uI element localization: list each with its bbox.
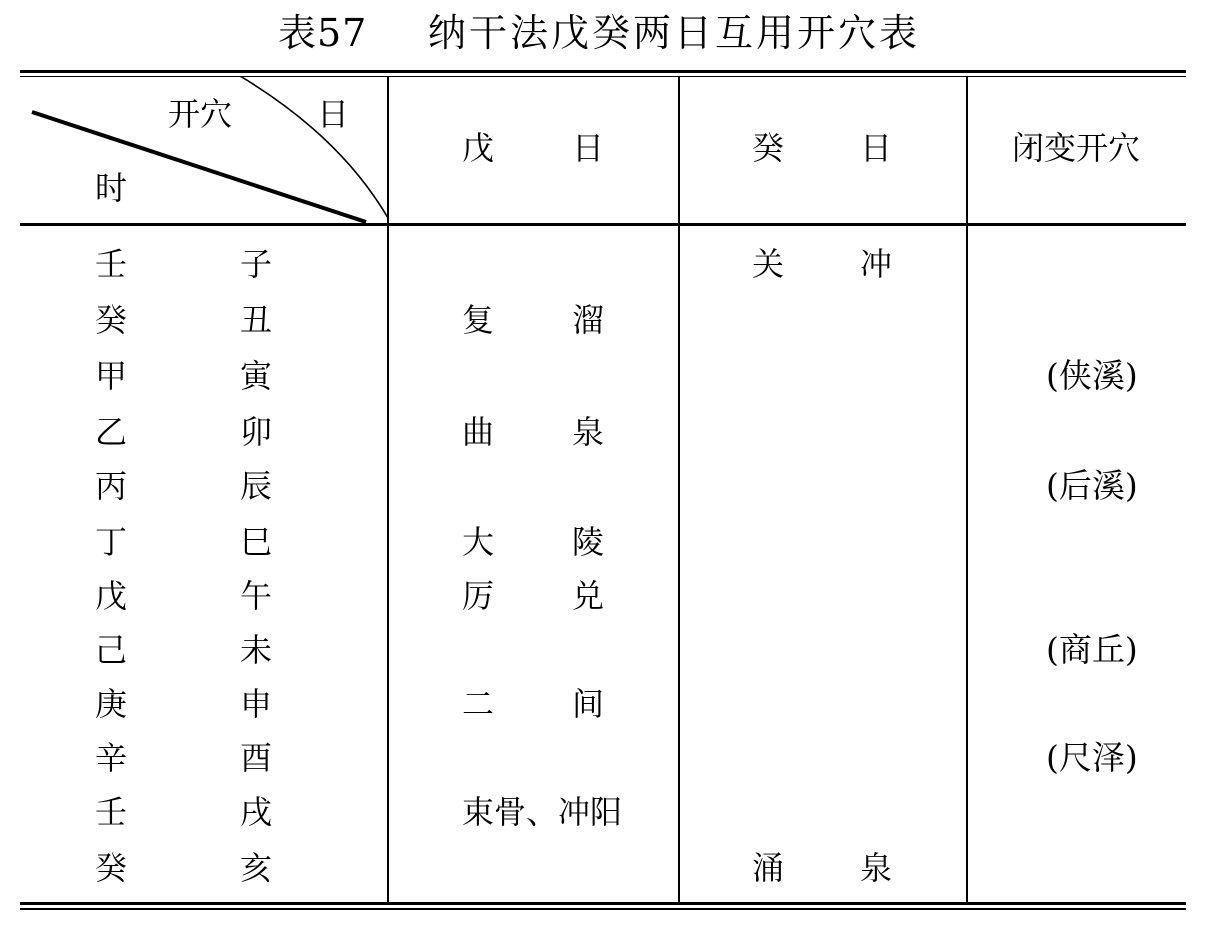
- wu-point-b: 陵: [572, 523, 605, 561]
- row-branch: 戌: [240, 793, 273, 831]
- row-stem: 乙: [95, 413, 128, 451]
- row-branch: 巳: [240, 523, 273, 561]
- closed-point: (尺泽): [1046, 738, 1138, 777]
- header-corner-time: 时: [95, 169, 128, 207]
- row-stem: 戊: [95, 577, 128, 615]
- header-gui-day-label: 日: [860, 129, 893, 167]
- row-stem: 壬: [95, 793, 128, 831]
- gui-point-b: 泉: [860, 849, 893, 887]
- wu-point-a: 二: [462, 685, 495, 723]
- wu-point-b: 间: [572, 685, 605, 723]
- diagonal-curved-line: [240, 76, 388, 218]
- row-stem: 丁: [95, 523, 128, 561]
- gui-point-a: 涌: [752, 849, 785, 887]
- wu-point-a: 厉: [462, 577, 495, 615]
- column-divider-3: [966, 76, 968, 905]
- gui-point-a: 关: [752, 245, 785, 283]
- row-stem: 己: [95, 631, 128, 669]
- row-stem: 壬: [95, 245, 128, 283]
- table-title: 纳干法戊癸两日互用开穴表: [428, 11, 921, 55]
- wu-point-b: 兑: [572, 577, 605, 615]
- row-branch: 辰: [240, 467, 273, 505]
- row-stem: 庚: [95, 685, 128, 723]
- top-rule: [20, 70, 1186, 73]
- header-closed-change-open: 闭变开穴: [1012, 129, 1141, 167]
- closed-point: (后溪): [1046, 466, 1138, 505]
- header-wu-day-label: 日: [572, 129, 605, 167]
- row-branch: 子: [240, 245, 273, 283]
- row-stem: 丙: [95, 467, 128, 505]
- wu-point-b: 泉: [572, 413, 605, 451]
- column-divider-2: [678, 76, 680, 905]
- row-stem: 癸: [95, 301, 128, 339]
- header-wu-day-stem: 戊: [462, 129, 495, 167]
- row-branch: 酉: [240, 739, 273, 777]
- table-number: 表57: [278, 11, 368, 55]
- row-branch: 寅: [240, 357, 273, 395]
- header-gui-day-stem: 癸: [752, 129, 785, 167]
- table-caption: [0, 8, 1211, 58]
- wu-point-b: 溜: [572, 301, 605, 339]
- row-branch: 丑: [240, 301, 273, 339]
- row-stem: 癸: [95, 849, 128, 887]
- row-stem: 甲: [95, 357, 128, 395]
- wu-point-a: 复: [462, 301, 495, 339]
- row-branch: 卯: [240, 413, 273, 451]
- closed-point: (商丘): [1046, 630, 1138, 669]
- wu-point-pair: 束骨、冲阳: [462, 793, 623, 831]
- bottom-rule-thin: [20, 908, 1186, 910]
- wu-point-a: 曲: [462, 413, 495, 451]
- wu-point-a: 大: [462, 523, 495, 561]
- row-stem: 辛: [95, 739, 128, 777]
- header-corner-open-acupoint: 开穴: [168, 95, 233, 133]
- row-branch: 亥: [240, 849, 273, 887]
- gui-point-b: 冲: [860, 245, 893, 283]
- closed-point: (侠溪): [1046, 356, 1138, 395]
- header-corner-day: 日: [317, 95, 350, 133]
- row-branch: 申: [240, 685, 273, 723]
- row-branch: 未: [240, 631, 273, 669]
- bottom-rule: [20, 902, 1186, 905]
- row-branch: 午: [240, 577, 273, 615]
